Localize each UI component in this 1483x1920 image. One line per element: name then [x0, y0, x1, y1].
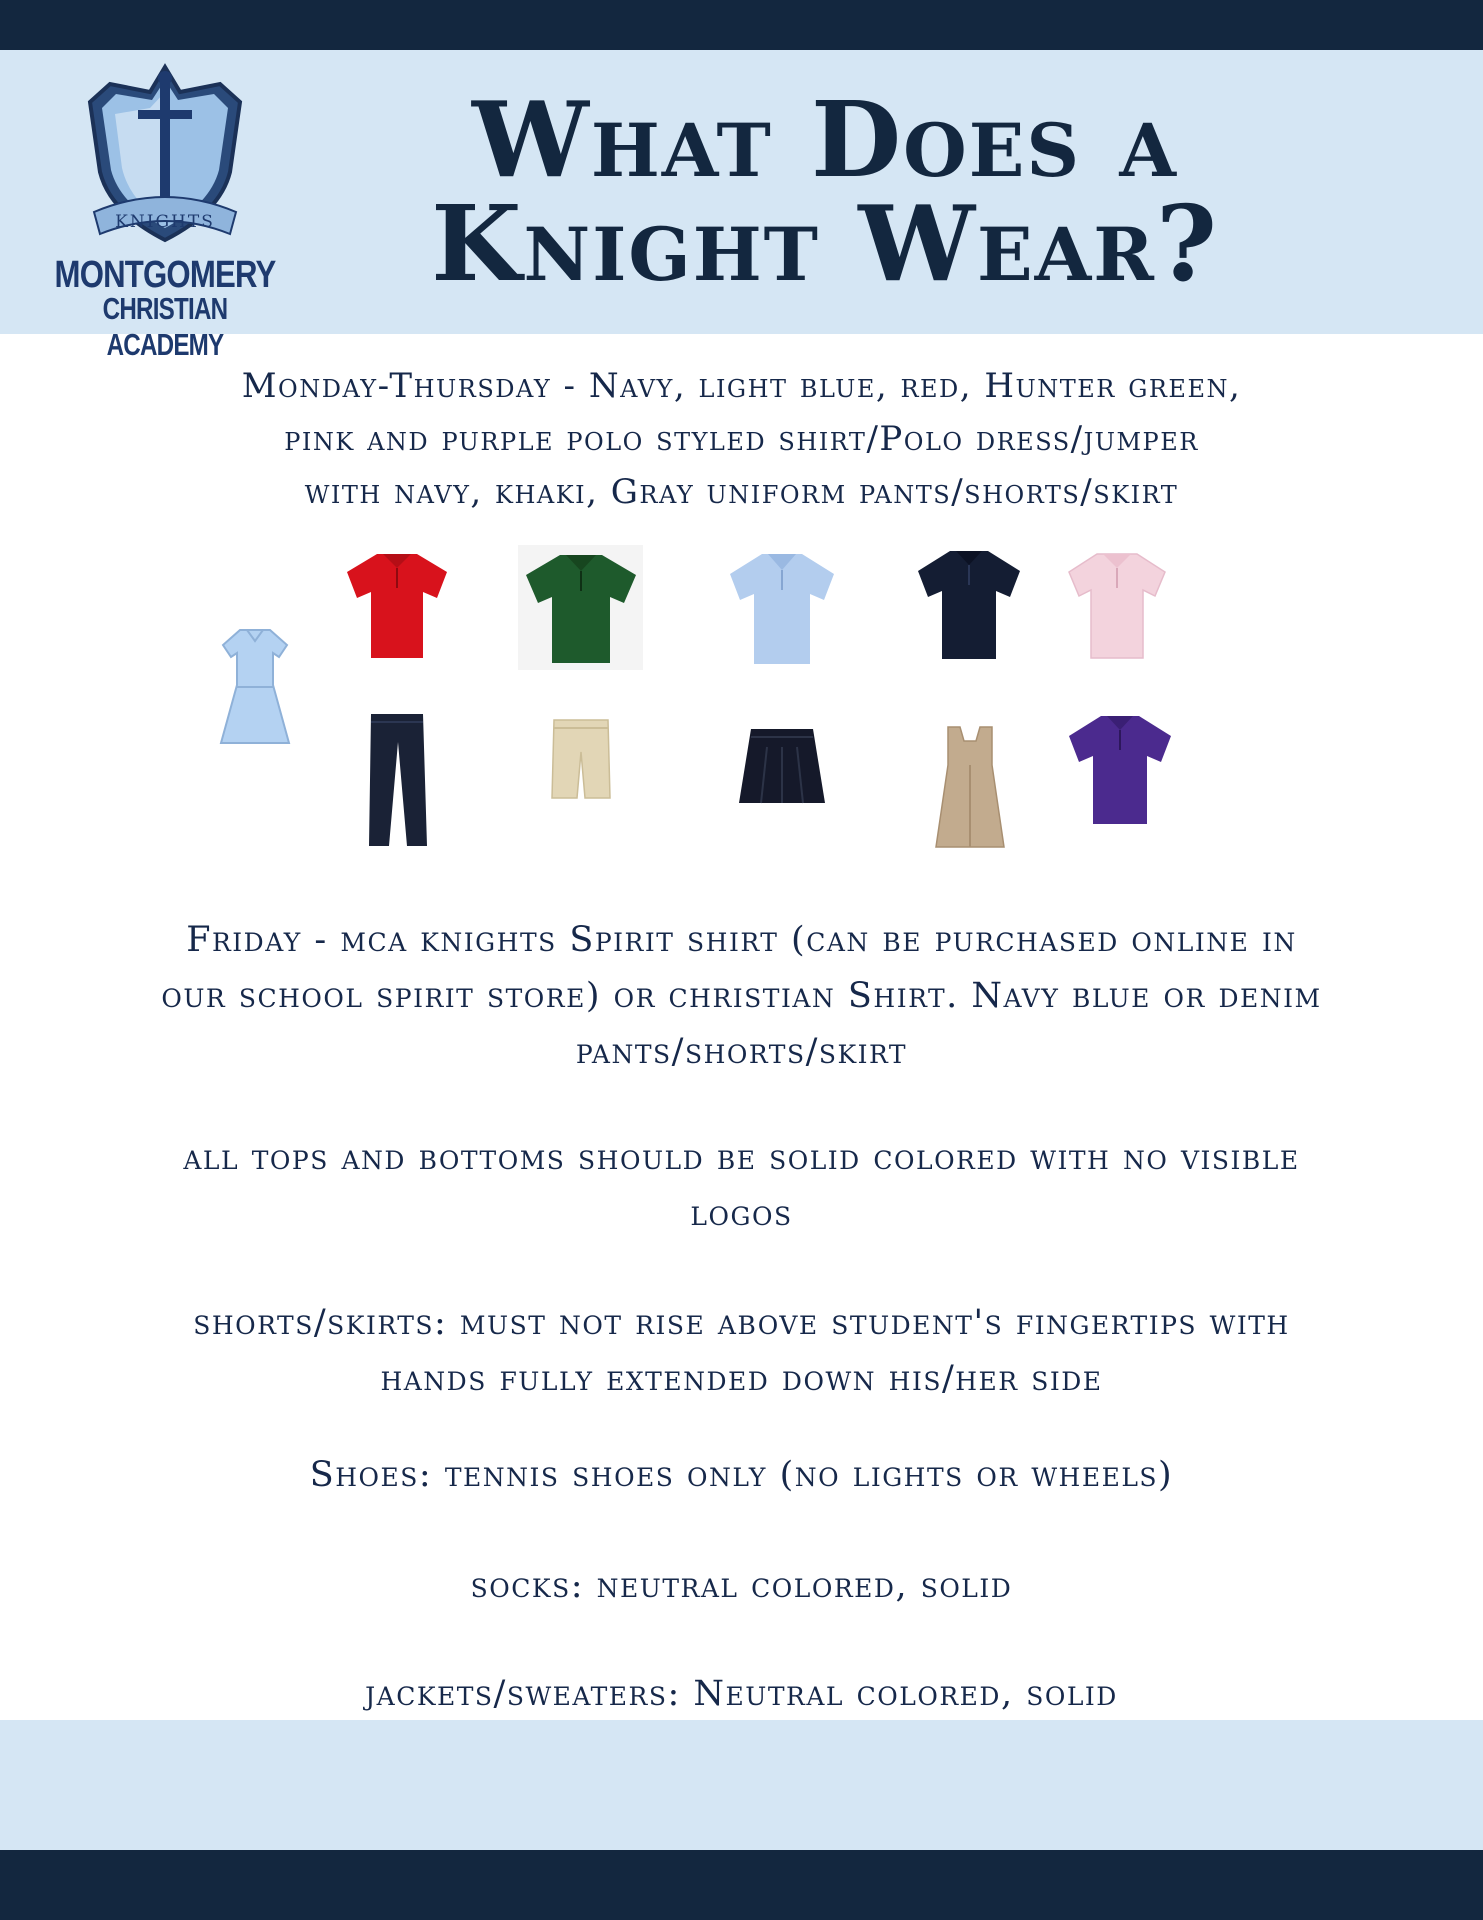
jackets-sweaters-rule: jackets/sweaters: Neutral colored, solid [365, 1674, 1118, 1714]
purple-polo-shirt-image [1065, 710, 1175, 828]
shield-icon [80, 62, 250, 247]
friday-line: pants/shorts/skirt [575, 1032, 908, 1072]
khaki-jumper-image [932, 725, 1008, 850]
shorts-skirts-line: shorts/skirts: must not rise above student's fingertips with [193, 1303, 1290, 1343]
footer-dark-band [0, 1850, 1483, 1920]
light-blue-polo-shirt-image [724, 548, 839, 668]
page-title [395, 78, 1255, 305]
shorts-skirts-rule [20, 1295, 1463, 1407]
title-line-2: Knight Wear? [431, 182, 1219, 305]
weekday-dress-code [20, 360, 1463, 519]
light-blue-polo-dress-image [215, 625, 295, 750]
shorts-skirts-line: hands fully extended down his/her side [380, 1359, 1103, 1399]
friday-line: Friday - mca knights Spirit shirt (can be purchased online in [186, 920, 1297, 960]
shoes-rule: Shoes: tennis shoes only (no lights or wheels) [309, 1455, 1174, 1495]
no-logos-line: all tops and bottoms should be solid colored with no visible [183, 1138, 1300, 1178]
logo-school-subtitle: CHRISTIAN ACADEMY [102, 291, 228, 362]
red-polo-shirt-image [343, 548, 451, 663]
weekday-line: pink and purple polo styled shirt/Polo dress/jumper [284, 419, 1199, 459]
footer-light-band [0, 1720, 1483, 1850]
navy-skirt-image [737, 727, 827, 807]
top-band [0, 0, 1483, 50]
logo-school-name: MONTGOMERY [54, 254, 276, 296]
no-logos-rule [20, 1130, 1463, 1242]
pink-polo-shirt-image [1065, 548, 1169, 663]
friday-dress-code [20, 912, 1463, 1080]
socks-rule: socks: neutral colored, solid [470, 1566, 1013, 1606]
khaki-shorts-image [550, 718, 612, 803]
weekday-line: Monday-Thursday - Navy, light blue, red, Hunter green, [241, 366, 1242, 406]
navy-pants-image [367, 712, 429, 848]
weekday-line: with navy, khaki, Gray uniform pants/shorts/skirt [304, 472, 1179, 512]
title-line-1: What Does a [472, 78, 1178, 201]
no-logos-line: logos [690, 1194, 793, 1234]
friday-line: our school spirit store) or christian Shirt. Navy blue or denim [161, 976, 1322, 1016]
logo-banner-text: KNIGHTS [115, 212, 215, 232]
navy-polo-shirt-image [914, 545, 1024, 663]
school-logo [30, 62, 300, 362]
green-polo-shirt-image [518, 545, 643, 670]
